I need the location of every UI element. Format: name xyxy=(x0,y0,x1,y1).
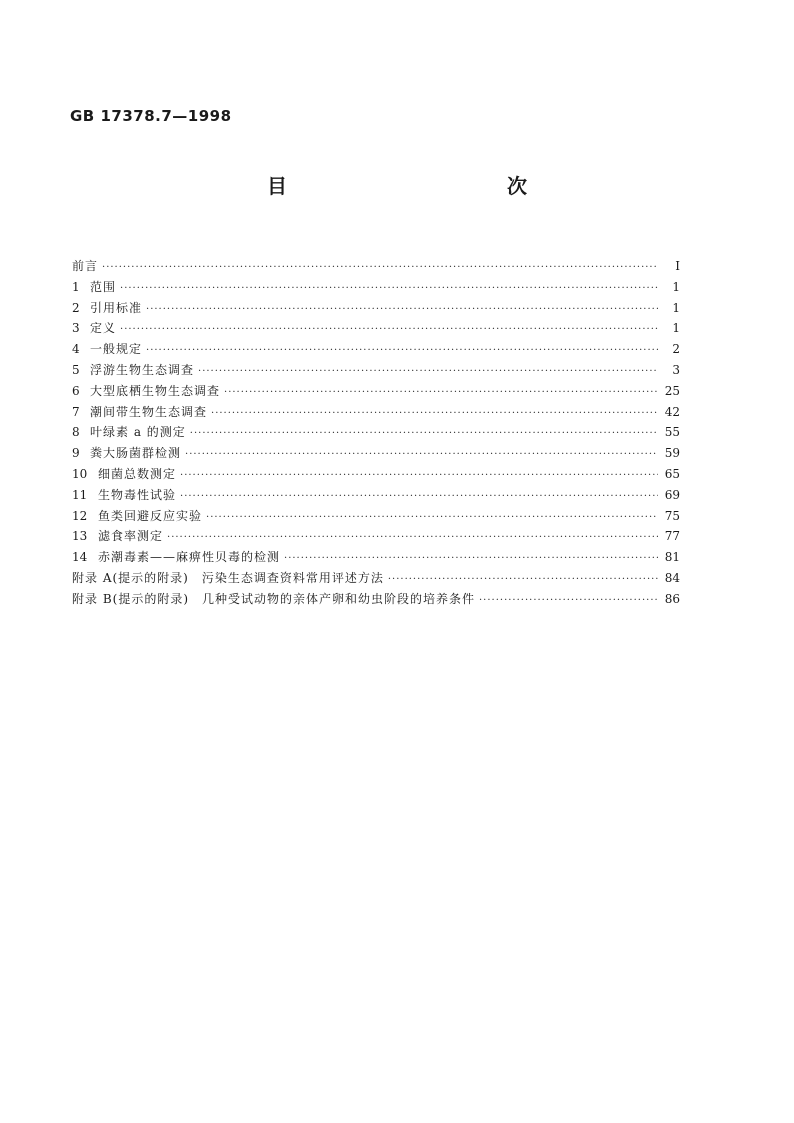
toc-page-number: 42 xyxy=(664,404,680,419)
toc-entry-5[interactable] xyxy=(72,360,680,381)
toc-label: 赤潮毒素——麻痹性贝毒的检测 xyxy=(98,550,281,565)
toc-page-number: 2 xyxy=(672,342,680,357)
toc-entry-9[interactable] xyxy=(72,443,680,464)
table-of-contents xyxy=(72,256,680,610)
toc-leader-dots xyxy=(180,487,658,508)
toc-number: 12 xyxy=(72,508,88,523)
toc-label: 一般规定 xyxy=(90,342,143,357)
toc-label: 范围 xyxy=(90,279,117,294)
toc-page-number: 81 xyxy=(664,550,680,565)
toc-page-number: 1 xyxy=(672,300,680,315)
toc-number: 1 xyxy=(72,279,80,294)
toc-leader-dots xyxy=(190,424,658,445)
toc-number: 3 xyxy=(72,321,80,336)
toc-label: 滤食率测定 xyxy=(98,529,164,544)
toc-number: 8 xyxy=(72,425,80,440)
toc-label: 附录 B(提示的附录) 几种受试动物的亲体产卵和幼虫阶段的培养条件 xyxy=(72,591,475,606)
toc-entry-2[interactable] xyxy=(72,298,680,319)
toc-page-number: 86 xyxy=(664,591,680,606)
toc-label: 大型底栖生物生态调查 xyxy=(90,383,221,398)
toc-entry-13[interactable] xyxy=(72,526,680,547)
toc-label: 叶绿素 a 的测定 xyxy=(90,425,186,440)
toc-label: 前言 xyxy=(72,259,99,273)
toc-page-number: 1 xyxy=(672,279,680,294)
toc-page-number: 75 xyxy=(664,508,680,523)
toc-number: 14 xyxy=(72,550,88,565)
page-title: 目 次 xyxy=(267,174,587,198)
toc-leader-dots xyxy=(211,404,658,425)
toc-entry-12[interactable] xyxy=(72,506,680,527)
toc-leader-dots xyxy=(120,279,658,300)
toc-number: 7 xyxy=(72,404,80,419)
toc-number: 5 xyxy=(72,362,80,377)
toc-leader-dots xyxy=(146,341,658,362)
toc-number: 4 xyxy=(72,342,80,357)
toc-entry-foreword[interactable] xyxy=(72,256,680,277)
toc-label: 潮间带生物生态调查 xyxy=(90,404,208,419)
toc-label: 定义 xyxy=(90,321,117,336)
toc-leader-dots xyxy=(224,383,658,404)
toc-entry-14[interactable] xyxy=(72,547,680,568)
toc-page-number: 69 xyxy=(664,487,680,502)
toc-leader-dots xyxy=(180,466,658,487)
toc-entry-3[interactable] xyxy=(72,318,680,339)
toc-page-number: 59 xyxy=(664,446,680,461)
toc-leader-dots xyxy=(388,570,658,591)
toc-entry-4[interactable] xyxy=(72,339,680,360)
toc-leader-dots xyxy=(284,549,658,570)
toc-number: 11 xyxy=(72,487,88,502)
toc-leader-dots xyxy=(206,508,658,529)
toc-page-number: 84 xyxy=(664,570,680,585)
toc-page-number: 3 xyxy=(672,362,680,377)
toc-leader-dots xyxy=(120,320,658,341)
toc-page-number: 25 xyxy=(664,383,680,398)
toc-entry-8[interactable] xyxy=(72,422,680,443)
toc-page-number: 77 xyxy=(664,529,680,544)
toc-number: 10 xyxy=(72,466,88,481)
toc-leader-dots xyxy=(167,528,658,549)
toc-page-number: 65 xyxy=(664,466,680,481)
toc-leader-dots xyxy=(198,362,658,383)
toc-entry-appendix-b[interactable] xyxy=(72,589,680,610)
toc-entry-11[interactable] xyxy=(72,485,680,506)
toc-number: 2 xyxy=(72,300,80,315)
toc-label: 细菌总数测定 xyxy=(98,466,177,481)
toc-label: 引用标准 xyxy=(90,300,143,315)
toc-page-number: 55 xyxy=(664,425,680,440)
toc-leader-dots xyxy=(146,300,658,321)
toc-entry-7[interactable] xyxy=(72,402,680,423)
toc-leader-dots xyxy=(102,258,658,279)
toc-label: 粪大肠菌群检测 xyxy=(90,446,182,461)
toc-number: 6 xyxy=(72,383,80,398)
toc-entry-appendix-a[interactable] xyxy=(72,568,680,589)
toc-label: 附录 A(提示的附录) 污染生态调查资料常用评述方法 xyxy=(72,570,384,585)
toc-leader-dots xyxy=(185,445,658,466)
toc-label: 浮游生物生态调查 xyxy=(90,362,195,377)
toc-entry-6[interactable] xyxy=(72,381,680,402)
toc-label: 生物毒性试验 xyxy=(98,487,177,502)
toc-label: 鱼类回避反应实验 xyxy=(98,508,203,523)
toc-entry-10[interactable] xyxy=(72,464,680,485)
standard-code: GB 17378.7—1998 xyxy=(70,107,232,125)
toc-number: 9 xyxy=(72,446,80,461)
toc-page-number: 1 xyxy=(672,321,680,336)
toc-page-number: Ⅰ xyxy=(675,259,680,273)
toc-entry-1[interactable] xyxy=(72,277,680,298)
toc-leader-dots xyxy=(479,591,658,612)
toc-number: 13 xyxy=(72,529,88,544)
